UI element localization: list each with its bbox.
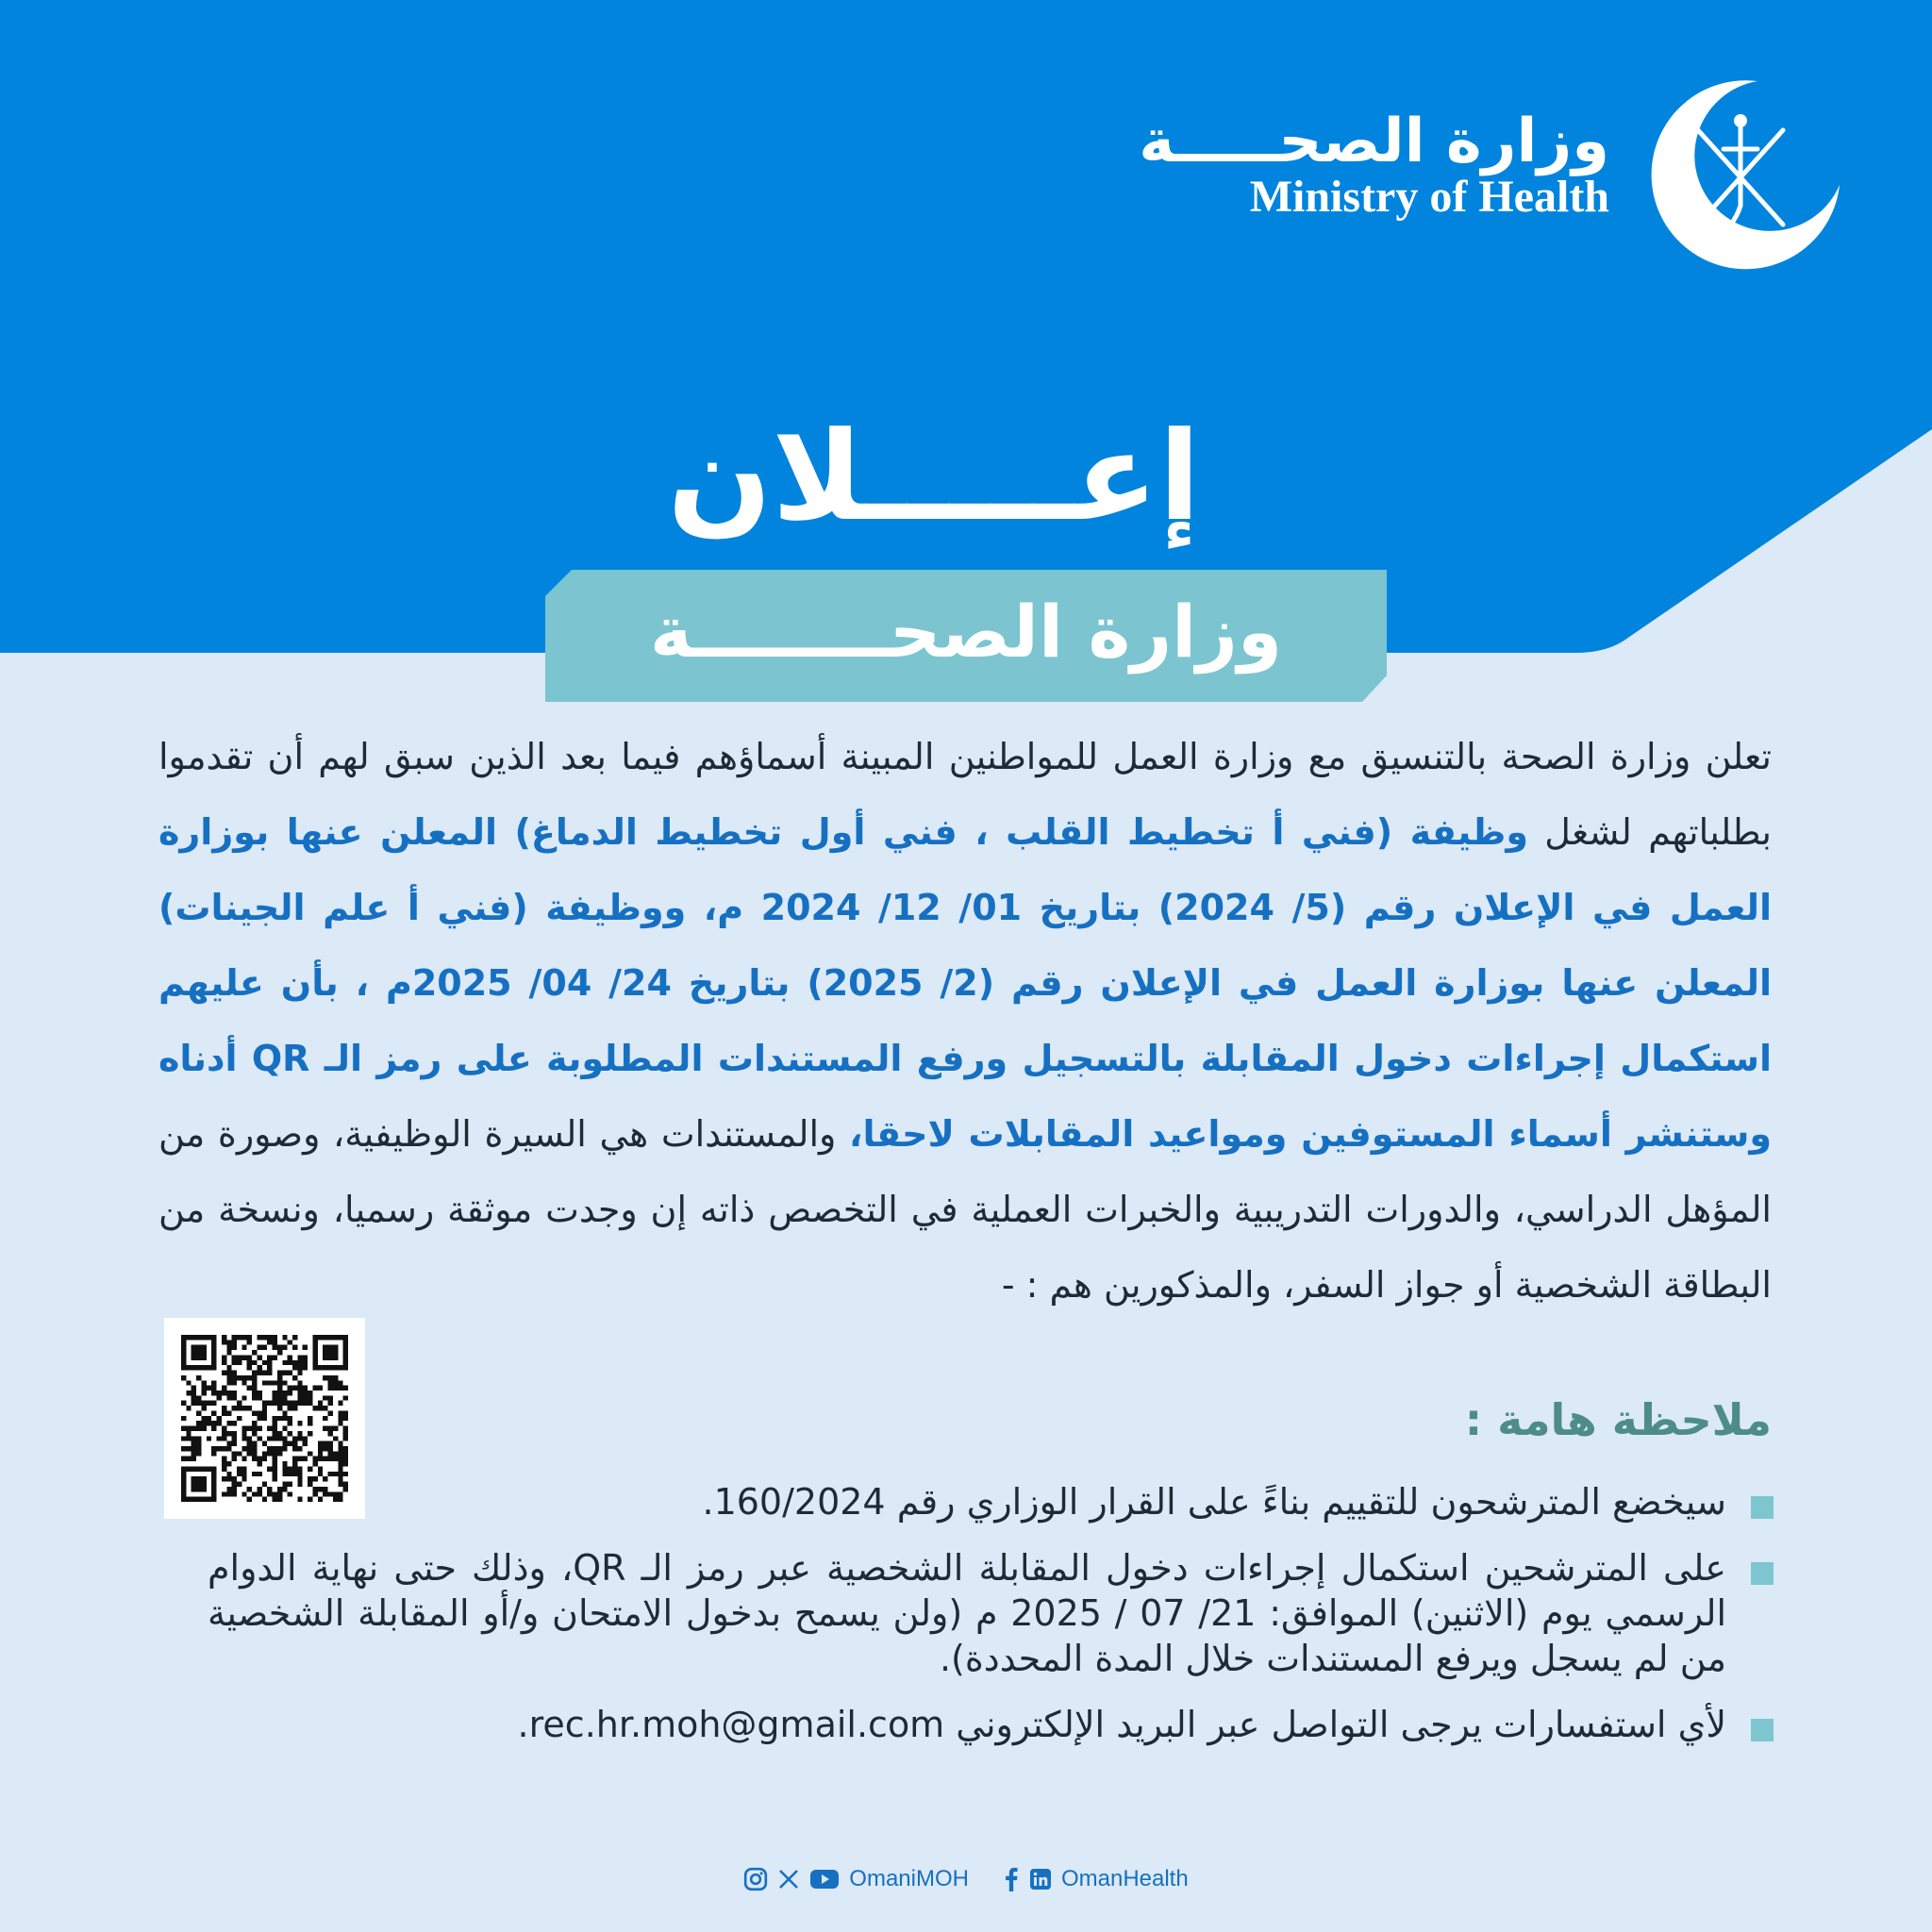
square-bullet-icon: [1751, 1496, 1774, 1519]
social-group-omanhealth: [1003, 1866, 1189, 1892]
note-item: لأي استفسارات يرجى التواصل عبر البريد الإلكتروني rec.hr.moh@gmail.com.: [208, 1702, 1774, 1747]
important-notes-list: [208, 1479, 1774, 1768]
social-footer: [0, 1858, 1932, 1900]
important-note-title: ملاحظة هامة :: [1464, 1394, 1772, 1445]
ministry-logo-arabic: وزارة الصحـــــة: [1139, 107, 1609, 176]
ribbon-subtitle: وزارة الصحــــــــة: [649, 590, 1283, 674]
note-item: على المترشحين استكمال إجراءات دخول المقابلة الشخصية عبر رمز الـ QR، وذلك حتى نهاية الدوام الرسمي يوم (الاثنين) الموافق: 21/ 07 / 2025 م (ولن يسمح بدخول الامتحان و/أو المقابلة الشخصية من لم يسجل ويرفع المستندات خلال المدة المحددة).: [208, 1545, 1774, 1681]
header-band: [0, 0, 1932, 660]
note-item: سيخضع المترشحون للتقييم بناءً على القرار الوزاري رقم 160/2024.: [208, 1479, 1774, 1524]
linkedin-icon[interactable]: [1029, 1868, 1052, 1890]
body-highlight: وظيفة (فني أ تخطيط القلب ، فني أول تخطيط الدماغ) المعلن عنها بوزارة العمل في الإعلان رقم (5/ 2024) بتاريخ 01/ 12/ 2024 م، ووظيفة (فني أ علم الجينات) المعلن عنها بوزارة العمل في الإعلان رقم (2/ 2025) بتاريخ 24/ 04/ 2025م ، بأن عليهم استكمال إجراءات دخول المقابلة بالتسجيل ورفع المستندات المطلوبة على رمز الـ QR أدناه وستنشر أسماء المستوفين ومواعيد المقابلات لاحقا،: [158, 811, 1773, 1155]
social-handle-omanhealth[interactable]: OmanHealth: [1060, 1866, 1189, 1891]
social-handle-omanimoh[interactable]: OmaniMOH: [849, 1866, 969, 1891]
youtube-icon[interactable]: [809, 1868, 840, 1890]
instagram-icon[interactable]: [743, 1867, 768, 1891]
square-bullet-icon: [1751, 1719, 1774, 1741]
facebook-icon[interactable]: [1003, 1867, 1020, 1891]
oman-khanjar-emblem-icon: [1646, 74, 1844, 272]
ministry-logo-english: Ministry of Health: [1249, 172, 1609, 222]
square-bullet-icon: [1751, 1562, 1774, 1585]
social-group-omanimoh: [743, 1866, 969, 1892]
announcement-title: إعـــــلان: [667, 405, 1201, 548]
body-intro: تعلن وزارة الصحة بالتنسيق مع وزارة العمل للمواطنين المبينة أسماؤهم فيما بعد الذين سبق لهم أن تقدموا بطلباتهم لشغل: [158, 736, 1772, 853]
announcement-body: [158, 719, 1772, 1323]
x-twitter-icon[interactable]: [777, 1868, 800, 1890]
body-documents: والمستندات هي السيرة الوظيفية، وصورة من المؤهل الدراسي، والدورات التدريبية والخبرات العملية في التخصص ذاته إن وجدت موثقة رسميا، ونسخة من البطاقة الشخصية أو جواز السفر، والمذكورين هم : -: [158, 1113, 1772, 1306]
